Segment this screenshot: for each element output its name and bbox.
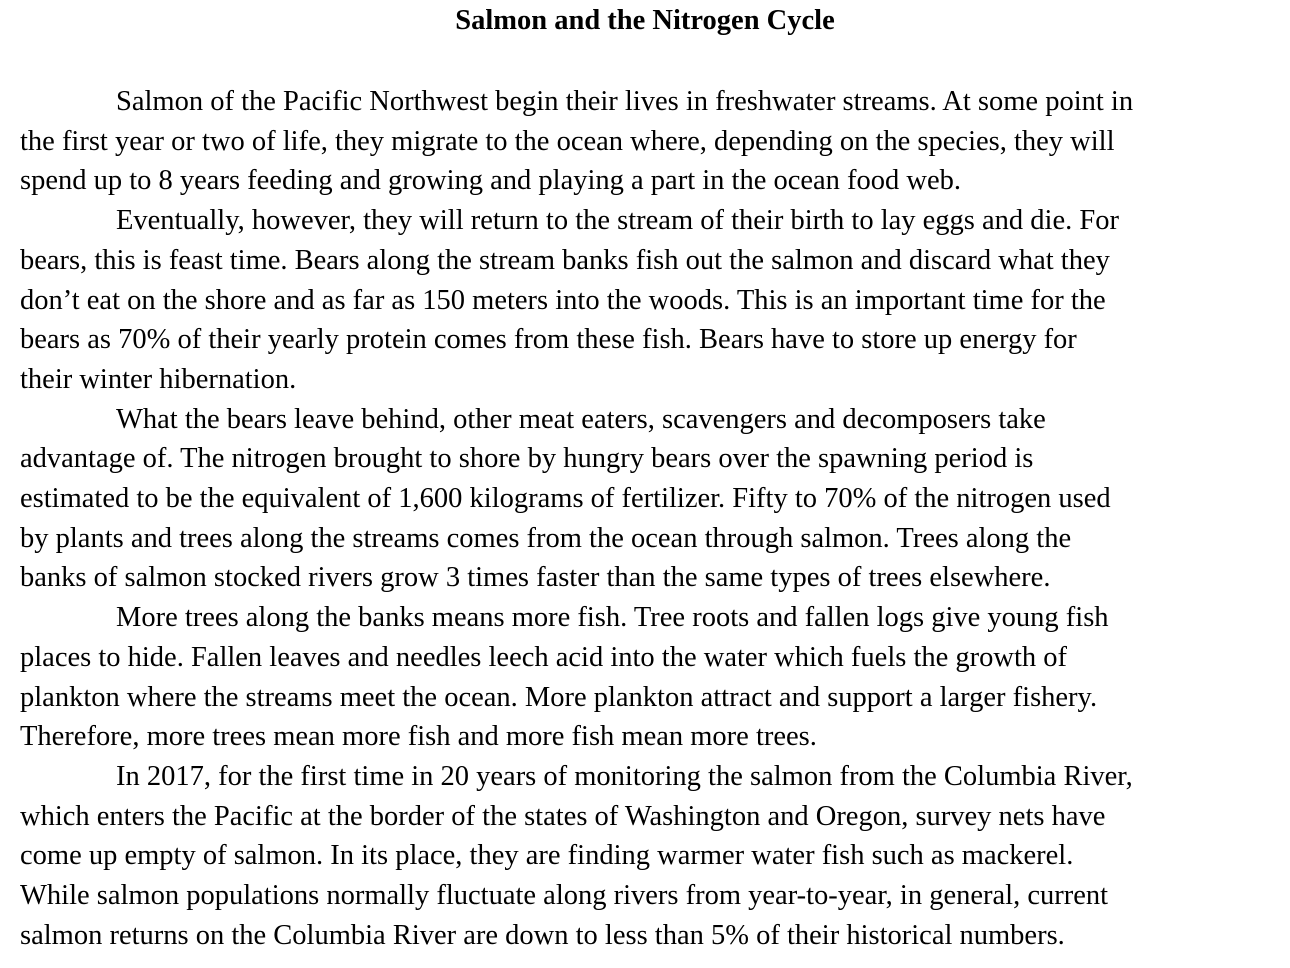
text-line: come up empty of salmon. In its place, they are finding warmer water fish such as mackerel. xyxy=(20,840,1074,872)
text-line: spend up to 8 years feeding and growing and playing a part in the ocean food web. xyxy=(20,165,962,197)
text-line: banks of salmon stocked rivers grow 3 times faster than the same types of trees elsewhere. xyxy=(20,562,1051,594)
text-line: Salmon of the Pacific Northwest begin their lives in freshwater streams. At some point in xyxy=(116,86,1134,117)
text-line: While salmon populations normally fluctuate along rivers from year-to-year, in general, current xyxy=(20,880,1109,912)
paragraph-columbia-river-2017 xyxy=(20,757,1270,956)
document-title: Salmon and the Nitrogen Cycle xyxy=(455,5,835,36)
text-line: Therefore, more trees mean more fish and more fish mean more trees. xyxy=(20,721,817,753)
text-line: which enters the Pacific at the border of the states of Washington and Oregon, survey nets have xyxy=(20,800,1106,832)
text-line: places to hide. Fallen leaves and needles leech acid into the water which fuels the growth of xyxy=(20,641,1067,673)
paragraph-trees-and-fish xyxy=(20,598,1270,757)
text-line: advantage of. The nitrogen brought to shore by hungry bears over the spawning period is xyxy=(20,443,1034,475)
document-page xyxy=(20,0,1270,955)
text-line: More trees along the banks means more fish. Tree roots and fallen logs give young fish xyxy=(116,602,1109,634)
text-line: by plants and trees along the streams comes from the ocean through salmon. Trees along the xyxy=(20,522,1072,554)
text-line: their winter hibernation. xyxy=(20,363,297,395)
text-line: bears, this is feast time. Bears along the stream banks fish out the salmon and discard what they xyxy=(20,244,1110,276)
text-line: In 2017, for the first time in 20 years of monitoring the salmon from the Columbia River, xyxy=(116,760,1133,792)
paragraph-nitrogen-transfer xyxy=(20,400,1270,599)
text-line: What the bears leave behind, other meat eaters, scavengers and decomposers take xyxy=(116,403,1046,435)
text-line: don’t eat on the shore and as far as 150 meters into the woods. This is an important time for the xyxy=(20,284,1106,316)
paragraph-bears-feast xyxy=(20,201,1270,400)
text-line: plankton where the streams meet the ocean. More plankton attract and support a larger fishery. xyxy=(20,681,1098,713)
document-body xyxy=(20,82,1270,955)
text-line: bears as 70% of their yearly protein comes from these fish. Bears have to store up energy for xyxy=(20,324,1077,356)
paragraph-salmon-life-cycle xyxy=(20,82,1270,201)
text-line: salmon returns on the Columbia River are down to less than 5% of their historical numbers. xyxy=(20,919,1065,951)
text-line: the first year or two of life, they migrate to the ocean where, depending on the species, they will xyxy=(20,125,1115,157)
text-line: estimated to be the equivalent of 1,600 kilograms of fertilizer. Fifty to 70% of the nitrogen used xyxy=(20,483,1111,515)
text-line: Eventually, however, they will return to the stream of their birth to lay eggs and die. For xyxy=(116,205,1119,237)
